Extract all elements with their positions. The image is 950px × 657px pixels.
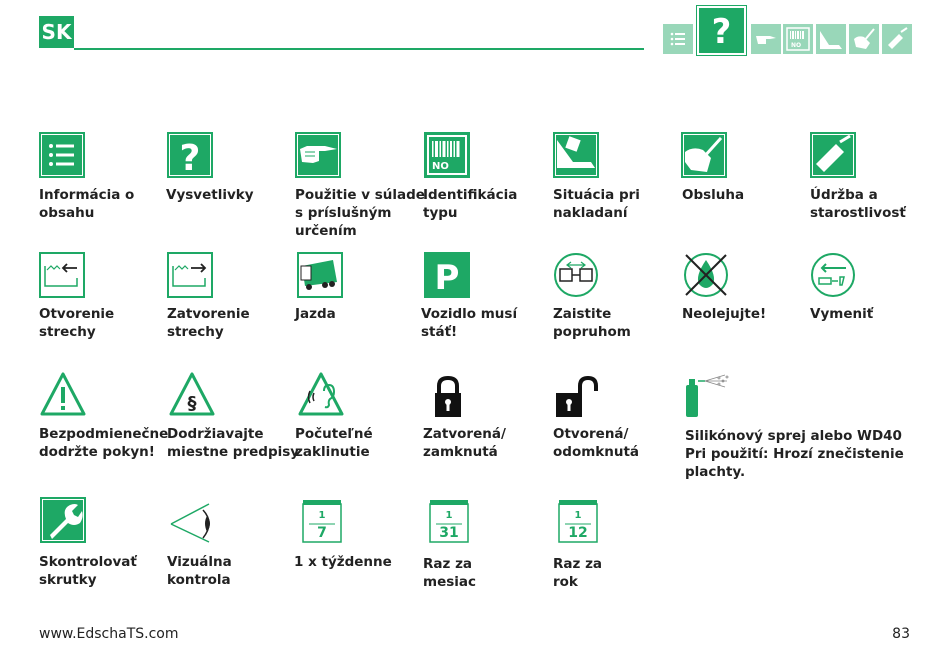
svg-text:?: ? [179,138,201,178]
lock-closed-icon [425,373,471,419]
no-oil-icon [683,252,729,298]
svg-text:1: 1 [445,510,453,521]
page-number: 83 [892,626,910,642]
lock-open-icon [552,373,598,419]
roof-close-icon [167,252,213,298]
warning-label: Bezpodmienečne dodržte pokyn! [39,426,169,460]
warning-icon [40,371,86,417]
list-icon [39,132,85,178]
nav-question-icon[interactable] [697,6,746,55]
wrench-label: Skontrolovať skrutky [39,554,137,588]
parking-label: Vozidlo musí stáť! [421,306,518,340]
svg-text:7: 7 [317,525,327,541]
svg-text:12: 12 [568,525,588,541]
svg-text:P: P [434,258,460,298]
barcode-icon [424,132,470,178]
lock-closed-label: Zatvorená/ zamknutá [423,426,506,460]
svg-text:31: 31 [439,525,459,541]
footer-url[interactable]: www.EdschaTS.com [39,626,179,642]
replace-label: Vymeniť [810,306,874,322]
replace-icon [810,252,856,298]
list-label: Informácia o obsahu [39,187,135,221]
question-label: Vysvetlivky [166,187,254,203]
nav-barcode-icon[interactable] [783,24,813,54]
no-oil-label: Neolejujte! [682,306,767,322]
svg-text:§: § [187,393,197,414]
regulation-label: Dodržiavajte miestne predpisy [167,426,300,460]
nav-maintenance-icon[interactable] [882,24,912,54]
wrench-icon [40,497,86,543]
pointing-hand-label: Použitie v súlade s príslušným určením [295,187,425,239]
pointing-hand-icon [295,132,341,178]
maintenance-icon [810,132,856,178]
hand-pen-icon [681,132,727,178]
calendar-year-icon [555,498,601,544]
calendar-month-icon [426,498,472,544]
roof-open-icon [39,252,85,298]
nav-list-icon[interactable] [663,24,693,54]
loading-label: Situácia pri nakladaní [553,187,640,221]
svg-text:NO: NO [791,42,802,49]
roof-close-label: Zatvorenie strechy [167,306,250,340]
svg-text:NO: NO [432,161,449,172]
svg-text:1: 1 [574,510,582,521]
calendar-month-label: Raz za mesiac [423,556,476,590]
calendar-week-icon [299,498,345,544]
truck-icon [297,252,343,298]
calendar-week-label: 1 x týždenne [294,554,392,570]
nav-hand-pen-icon[interactable] [849,24,879,54]
parking-icon [424,252,470,298]
eye-icon [169,498,215,544]
spray-label: Silikónový sprej alebo WD40 Pri použití: Hrozí znečistenie plachty. [685,428,904,480]
svg-text:?: ? [711,12,732,52]
question-icon [167,132,213,178]
spray-icon [683,373,729,419]
strap-icon [553,252,599,298]
lock-open-label: Otvorená/ odomknutá [553,426,640,460]
header-divider [74,48,644,50]
hand-pen-label: Obsluha [682,187,745,203]
eye-label: Vizuálna kontrola [167,554,232,588]
language-badge: SK [39,16,74,48]
maintenance-label: Údržba a starostlivosť [810,187,906,221]
barcode-label: Identifikácia typu [423,187,518,221]
ear-label: Počuteľné zaklinutie [295,426,373,460]
roof-open-label: Otvorenie strechy [39,306,115,340]
loading-icon [553,132,599,178]
regulation-icon [169,371,215,417]
nav-pointing-hand-icon[interactable] [751,24,781,54]
ear-icon [298,371,344,417]
calendar-year-label: Raz za rok [553,556,603,590]
svg-text:1: 1 [318,510,326,521]
nav-loading-icon[interactable] [816,24,846,54]
truck-label: Jazda [295,306,336,322]
strap-label: Zaistite popruhom [553,306,631,340]
